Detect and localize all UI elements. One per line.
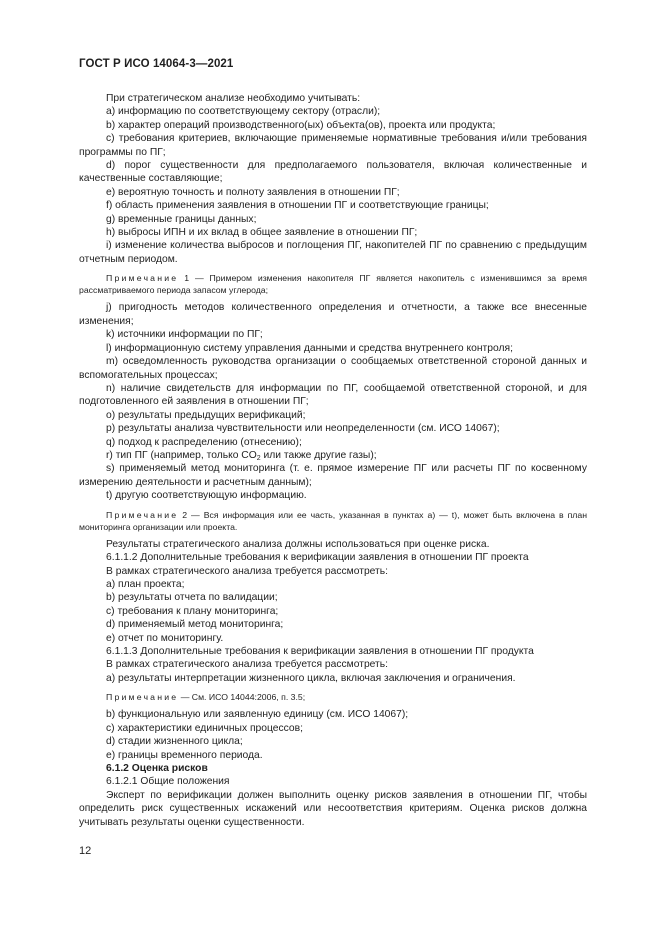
list-item-g: g) временные границы данных; bbox=[106, 213, 257, 225]
co2-subscript: 2 bbox=[256, 454, 261, 462]
product-item-d: d) стадии жизненного цикла; bbox=[106, 736, 243, 748]
note-1 bbox=[79, 272, 587, 296]
list-item-i: i) изменение количества выбросов и поглощения ПГ, накопителей ПГ по сравнению с предыдущим отчетным периодом. bbox=[79, 240, 587, 265]
list-item-r-text-end: или также другие газы); bbox=[260, 449, 377, 461]
section-heading-6-1-2: 6.1.2 Оценка рисков bbox=[106, 762, 208, 774]
document-header: ГОСТ Р ИСО 14064-3—2021 bbox=[79, 58, 234, 70]
intro-paragraph: При стратегическом анализе необходимо учитывать: bbox=[106, 93, 361, 104]
list-item-r bbox=[79, 449, 587, 462]
scope-paragraph-project: В рамках стратегического анализа требуется рассмотреть: bbox=[106, 565, 388, 577]
project-item-b: b) результаты отчета по валидации; bbox=[106, 592, 278, 604]
list-item-c: c) требования критериев, включающие применяемые нормативные требования и/или требования программы по ПГ; bbox=[79, 133, 587, 158]
list-item-o: o) результаты предыдущих верификаций; bbox=[106, 409, 306, 421]
product-item-a: a) результаты интерпретации жизненного цикла, включая заключения и ограничения. bbox=[106, 672, 516, 684]
list-item-s: s) применяемый метод мониторинга (т. е. прямое измерение ПГ или расчеты ПГ по косвенному измерению деятельности и расчетным данным); bbox=[79, 463, 587, 488]
page-body bbox=[79, 92, 587, 829]
list-item-n: n) наличие свидетельств для информации по ПГ, сообщаемой ответственной стороной, и для подготовленного ей заявления в отношении ПГ; bbox=[79, 382, 587, 408]
note-label: Примечание bbox=[106, 692, 179, 703]
project-item-e: e) отчет по мониторингу. bbox=[106, 632, 224, 644]
list-item-t: t) другую соответствующую информацию. bbox=[106, 490, 307, 502]
note-label: Примечание bbox=[106, 273, 179, 284]
list-item-m: m) осведомленность руководства организации о сообщаемых ответственной стороной данных и вспомогательных процессах; bbox=[79, 356, 587, 381]
note-2 bbox=[79, 509, 587, 533]
list-item-h: h) выбросы ИПН и их вклад в общее заявление в отношении ПГ; bbox=[106, 227, 418, 239]
list-item-a: a) информацию по соответствующему сектору (отрасли); bbox=[106, 106, 381, 118]
list-item-k: k) источники информации по ПГ; bbox=[106, 329, 263, 341]
list-item-r-text: r) тип ПГ (например, только CO bbox=[106, 449, 257, 461]
list-item-l: l) информационную систему управления данными и средства внутреннего контроля; bbox=[106, 342, 513, 354]
list-item-e: e) вероятную точность и полноту заявления в отношении ПГ; bbox=[106, 186, 400, 198]
list-item-b: b) характер операций производственного(ых) объекта(ов), проекта или продукта; bbox=[106, 119, 496, 131]
section-6-1-1-2: 6.1.1.2 Дополнительные требования к верификации заявления в отношении ПГ проекта bbox=[106, 552, 529, 564]
page-number: 12 bbox=[79, 845, 92, 857]
product-item-b: b) функциональную или заявленную единицу (см. ИСО 14067); bbox=[106, 709, 409, 721]
list-item-f: f) область применения заявления в отношении ПГ и соответствующие границы; bbox=[106, 200, 489, 212]
section-6-1-1-3: 6.1.1.3 Дополнительные требования к верификации заявления в отношении ПГ продукта bbox=[106, 646, 534, 657]
product-item-c: c) характеристики единичных процессов; bbox=[106, 722, 303, 734]
project-item-d: d) применяемый метод мониторинга; bbox=[106, 619, 284, 631]
note-3 bbox=[79, 691, 587, 703]
results-paragraph: Результаты стратегического анализа должны использоваться при оценке риска. bbox=[106, 538, 490, 550]
product-item-e: e) границы временного периода. bbox=[106, 749, 263, 761]
project-item-a: a) план проекта; bbox=[106, 578, 185, 590]
note-text: 1 — Примером изменения накопителя ПГ является накопитель с изменившимся за время рассматриваемого периода запасом углерода; bbox=[79, 273, 587, 296]
note-text: 2 — Вся информация или ее часть, указанная в пунктах a) — t), может быть включена в план мониторинга организации или проекта. bbox=[79, 509, 587, 532]
list-item-q: q) подход к распределению (отнесению); bbox=[106, 436, 302, 448]
list-item-p: p) результаты анализа чувствительности или неопределенности (см. ИСО 14067); bbox=[106, 423, 500, 435]
project-item-c: c) требования к плану мониторинга; bbox=[106, 605, 279, 617]
final-paragraph: Эксперт по верификации должен выполнить оценку рисков заявления в отношении ПГ, чтобы определить риск существенных искажений или несоответствия критериям. Оценка рисков должна учитывать результаты оценки существенности. bbox=[79, 789, 587, 828]
list-item-d: d) порог существенности для предполагаемого пользователя, включая количественные и качественные составляющие; bbox=[79, 160, 587, 185]
section-6-1-2-1: 6.1.2.1 Общие положения bbox=[106, 776, 230, 788]
note-text: — См. ИСО 14044:2006, п. 3.5; bbox=[178, 692, 306, 703]
scope-paragraph-product: В рамках стратегического анализа требуется рассмотреть: bbox=[106, 659, 388, 671]
list-item-j: j) пригодность методов количественного определения и отчетности, а также все внесенные изменения; bbox=[79, 302, 587, 327]
note-label: Примечание bbox=[106, 509, 179, 520]
